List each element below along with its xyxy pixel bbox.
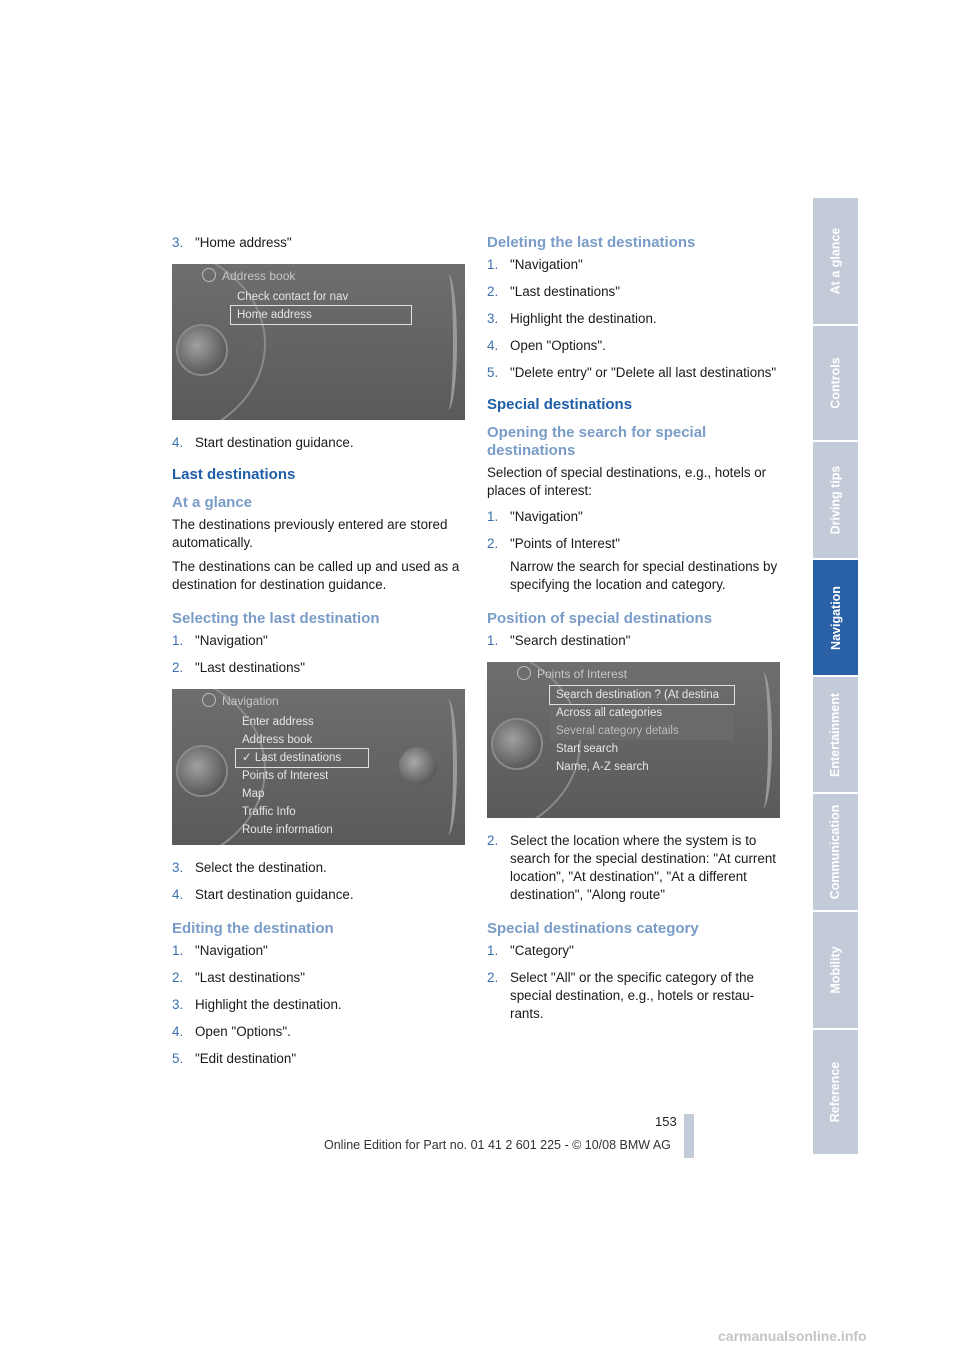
paragraph: Selection of special destinations, e.g., hotels or places of interest: [487,465,767,498]
back-icon [202,693,216,707]
tab-mobility[interactable]: Mobility [813,912,858,1028]
list-item: 4. Start destination guidance. [172,435,354,450]
list-item: 2. "Last destinations" [172,660,306,675]
menu-item: Enter address [242,716,314,728]
screen-title: Address book [202,268,295,283]
subsection-heading: At a glance [172,494,253,511]
controller-knob-icon [491,718,543,770]
watermark: carmanualsonline.info [718,1328,867,1344]
list-item: 3. Highlight the destination. [487,311,657,326]
back-icon [517,666,531,680]
left-column [172,234,467,1077]
menu-item: Address book [242,734,313,746]
back-icon [202,268,216,282]
menu-item: Check contact for nav [237,291,349,303]
right-column [487,234,782,1032]
screenshot-navigation [172,689,465,845]
menu-item: Map [242,788,265,800]
tab-controls[interactable]: Controls [813,326,858,440]
list-item: 4. Open "Options". [172,1024,291,1039]
list-item: 2. Select the location where the system is to search for the special destination: "At current location", "At destination", "At a different destination", "Along route" [487,833,777,902]
tab-communication[interactable]: Communication [813,794,858,910]
menu-item: Route information [242,824,333,836]
list-item: 4. Open "Options". [487,338,606,353]
list-item: 1. "Navigation" [487,257,583,272]
list-item: 1. "Navigation" [487,509,583,524]
step-note: Narrow the search for special destinations by specifying the location and category. [510,559,778,592]
list-item: 2. "Last destinations" [487,284,621,299]
list-item: 1. "Category" [487,943,574,958]
list-item: 2. "Last destinations" [172,970,306,985]
list-item: 1. "Search destination" [487,633,631,648]
subsection-heading: Position of special destinations [487,610,713,627]
menu-item-selected: ✓ Last destinations [236,749,368,767]
subsection-heading: Editing the destination [172,920,334,937]
subsection-heading: Selecting the last destination [172,610,380,627]
tab-entertainment[interactable]: Entertainment [813,677,858,792]
tab-navigation[interactable]: Navigation [813,560,858,675]
menu-item-selected: Search destination ? (At destina [550,686,734,704]
section-heading: Special destinations [487,396,633,413]
menu-item: Across all categories [550,704,734,722]
footer-text: Online Edition for Part no. 01 41 2 601 225 - © 10/08 BMW AG [324,1138,671,1152]
secondary-knob-icon [399,747,437,785]
subsection-heading: Special destinations category [487,920,699,937]
page-marker [684,1114,694,1158]
subsection-heading: Opening the search for special destinations [487,424,707,459]
list-item: 4. Start destination guidance. [172,887,354,902]
list-item: 3. Select the destination. [172,860,327,875]
screen-title: Points of Interest [517,666,627,681]
paragraph: The destinations previously entered are stored automatically. [172,517,448,550]
page-number: 153 [655,1114,677,1129]
menu-item: Several category details [550,722,734,740]
scroll-arc [754,672,772,808]
menu-item: Traffic Info [242,806,296,818]
controller-knob-icon [176,324,228,376]
screenshot-points-of-interest [487,662,780,818]
tab-at-a-glance[interactable]: At a glance [813,198,858,324]
controller-knob-icon [176,745,228,797]
list-item: 3. "Home address" [172,235,292,250]
list-item: 1. "Navigation" [172,633,268,648]
tab-driving-tips[interactable]: Driving tips [813,442,858,558]
menu-item-selected: Home address [231,306,411,324]
tab-reference[interactable]: Reference [813,1030,858,1154]
section-heading: Last destinations [172,466,296,483]
menu-item: Points of Interest [242,770,329,782]
list-item: 5. "Delete entry" or "Delete all last destinations" [487,365,777,380]
menu-item: Name, A-Z search [556,761,649,773]
list-item: 1. "Navigation" [172,943,268,958]
list-item: 2. Select "All" or the specific category of the special destination, e.g., hotels or restau-rants. [487,970,755,1021]
list-item: 2. "Points of Interest" [487,536,620,551]
scroll-arc [439,699,457,835]
list-item: 5. "Edit destination" [172,1051,297,1066]
scroll-arc [439,274,457,410]
menu-item: Start search [556,743,618,755]
screen-title: Navigation [202,693,279,708]
paragraph: The destinations can be called up and used as a destination for destination guidance. [172,559,460,592]
subsection-heading: Deleting the last destinations [487,234,696,251]
list-item: 3. Highlight the destination. [172,997,342,1012]
chapter-tabs [813,198,858,1156]
screenshot-address-book [172,264,465,420]
